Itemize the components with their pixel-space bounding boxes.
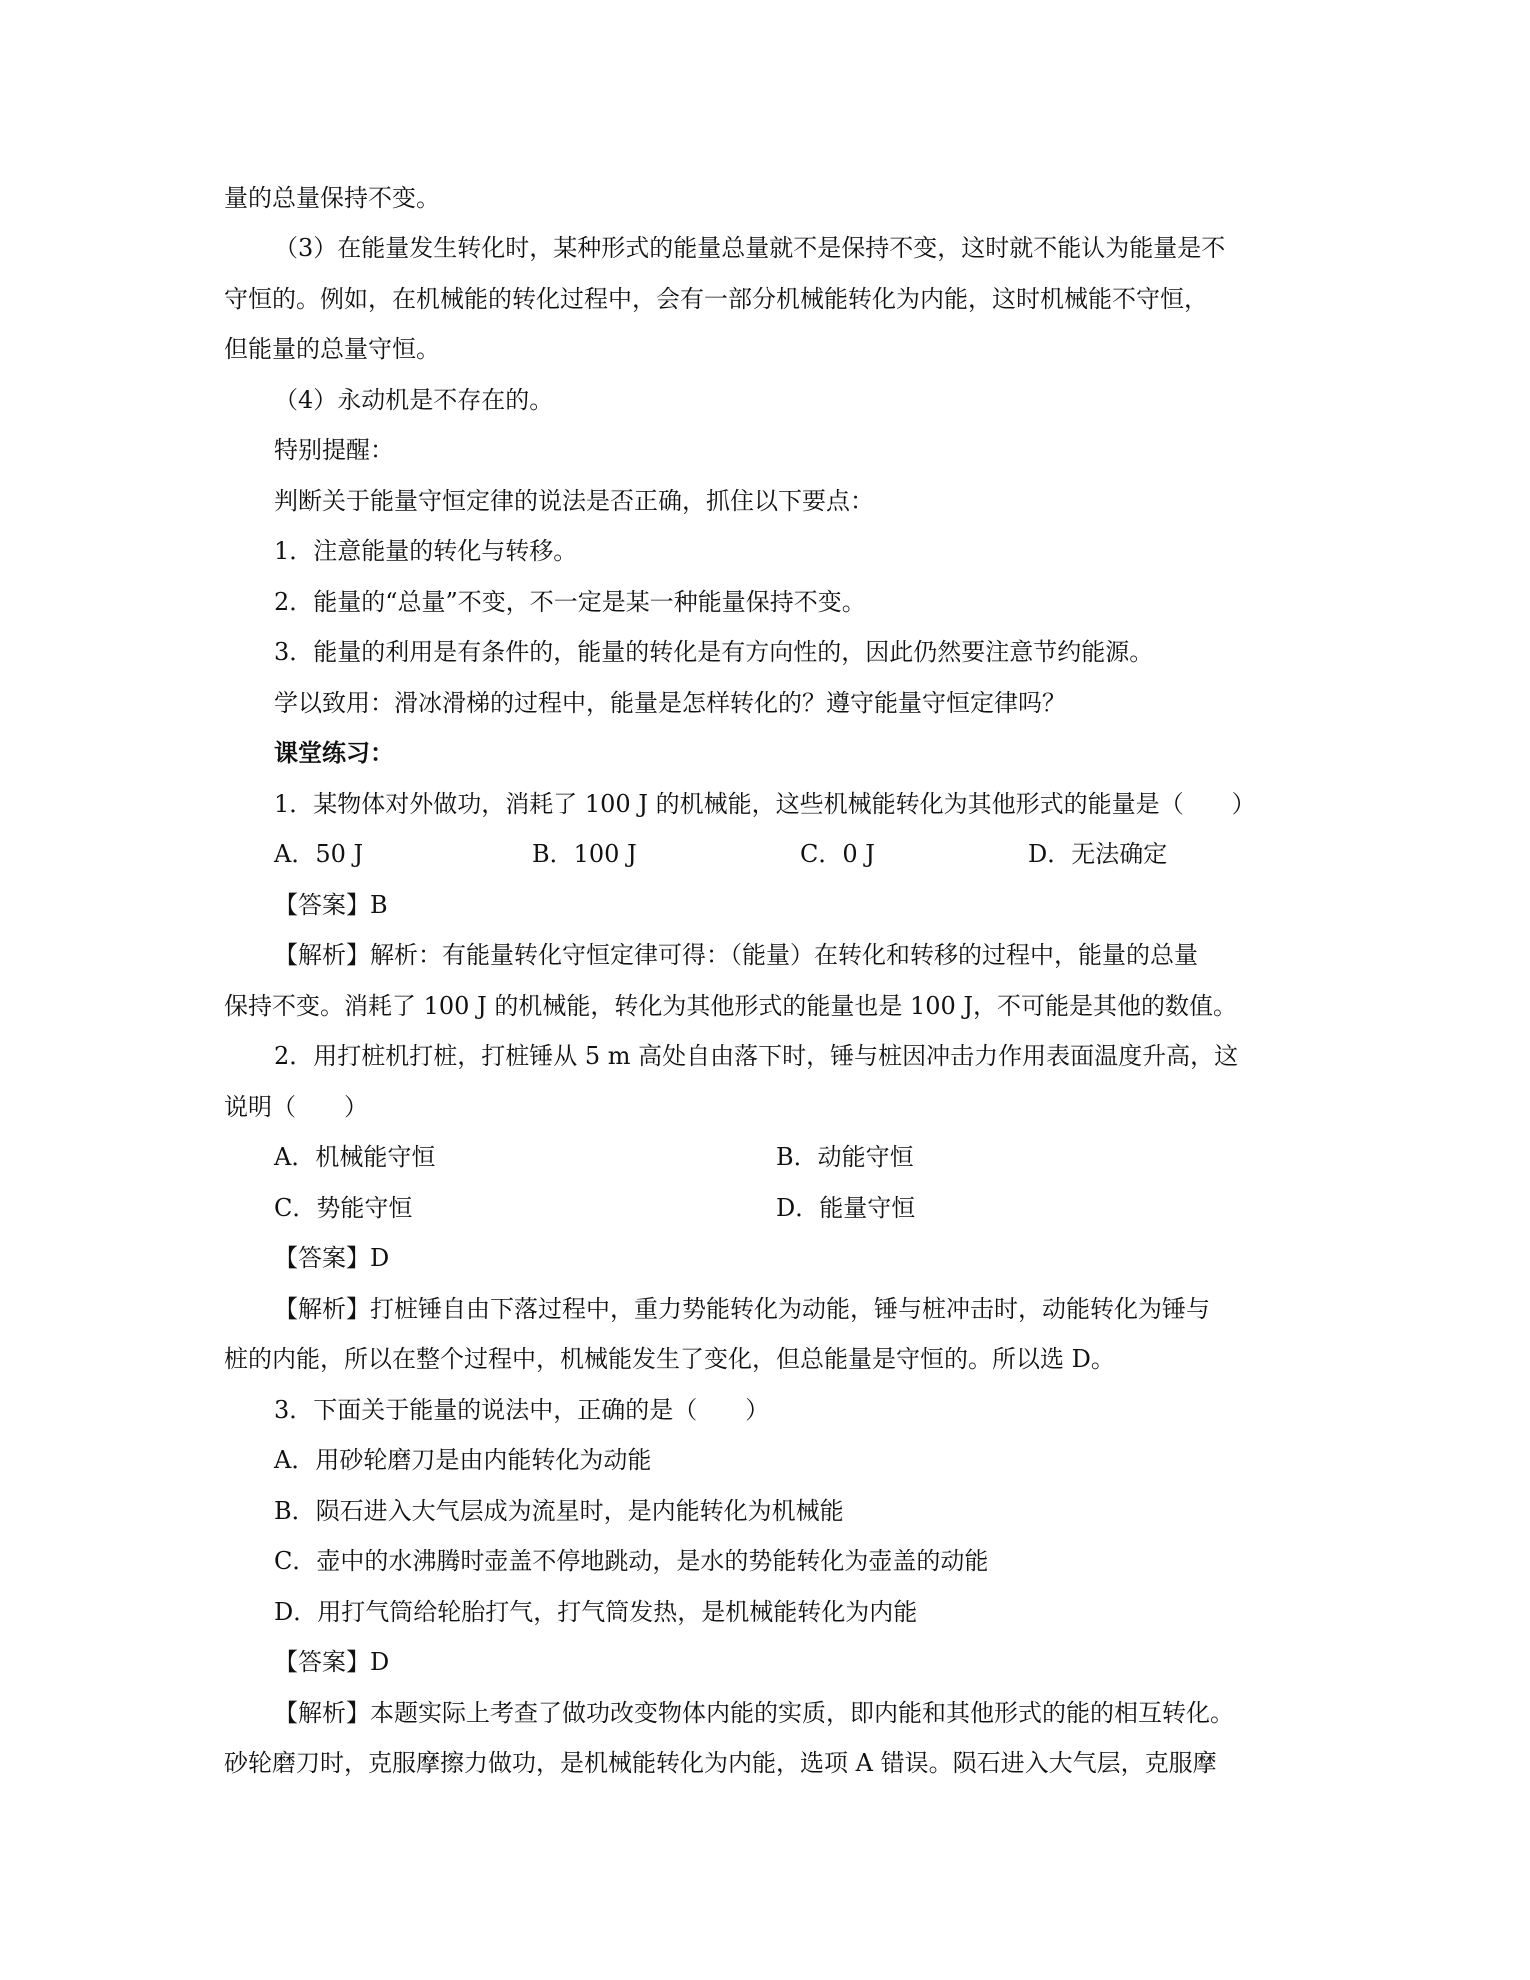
q2-option-a: A．机械能守恒 — [274, 1143, 436, 1171]
point-3-line-3: 但能量的总量守恒。 — [224, 335, 440, 363]
q1-answer: 【答案】B — [274, 891, 388, 919]
q1-analysis-line-1: 【解析】解析：有能量转化守恒定律可得：（能量）在转化和转移的过程中，能量的总量 — [274, 941, 1198, 969]
q1-option-b: B．100 J — [532, 840, 637, 868]
question-3-stem: 3．下面关于能量的说法中，正确的是（ ） — [274, 1396, 770, 1424]
q2-option-b: B．动能守恒 — [776, 1143, 914, 1171]
intro-line-1: 量的总量保持不变。 — [224, 184, 440, 212]
point-4: （4）永动机是不存在的。 — [274, 386, 554, 414]
q1-option-c: C．0 J — [800, 840, 875, 868]
exercise-heading: 课堂练习： — [274, 739, 394, 767]
q1-option-d: D．无法确定 — [1028, 840, 1168, 868]
question-2-stem-line-2: 说明（ ） — [224, 1093, 368, 1121]
q3-analysis-line-2: 砂轮磨刀时，克服摩擦力做功，是机械能转化为内能，选项 A 错误。陨石进入大气层，克服摩 — [224, 1749, 1217, 1777]
q3-option-a: A．用砂轮磨刀是由内能转化为动能 — [274, 1446, 652, 1474]
q2-analysis-line-1: 【解析】打桩锤自由下落过程中，重力势能转化为动能，锤与桩冲击时，动能转化为锤与 — [274, 1295, 1210, 1323]
reminder-title: 特别提醒： — [274, 436, 394, 464]
point-3-line-1: （3）在能量发生转化时，某种形式的能量总量就不是保持不变，这时就不能认为能量是不 — [274, 234, 1226, 262]
q3-option-d: D．用打气筒给轮胎打气，打气筒发热，是机械能转化为内能 — [274, 1598, 918, 1626]
q2-analysis-line-2: 桩的内能，所以在整个过程中，机械能发生了变化，但总能量是守恒的。所以选 D。 — [224, 1345, 1115, 1373]
reminder-item: 3．能量的利用是有条件的，能量的转化是有方向性的，因此仍然要注意节约能源。 — [274, 638, 1154, 666]
reminder-item: 2．能量的“总量”不变，不一定是某一种能量保持不变。 — [274, 588, 866, 616]
q3-option-c: C．壶中的水沸腾时壶盖不停地跳动，是水的势能转化为壶盖的动能 — [274, 1547, 989, 1575]
reminder-item: 1．注意能量的转化与转移。 — [274, 537, 578, 565]
q3-answer: 【答案】D — [274, 1648, 390, 1676]
apply-question: 学以致用：滑冰滑梯的过程中，能量是怎样转化的？遵守能量守恒定律吗？ — [274, 689, 1066, 717]
question-2-stem-line-1: 2．用打桩机打桩，打桩锤从 5 m 高处自由落下时，锤与桩因冲击力作用表面温度升高，这 — [274, 1042, 1239, 1070]
q2-answer: 【答案】D — [274, 1244, 390, 1272]
reminder-lead: 判断关于能量守恒定律的说法是否正确，抓住以下要点： — [274, 487, 874, 515]
question-1-stem: 1．某物体对外做功，消耗了 100 J 的机械能，这些机械能转化为其他形式的能量是（ ） — [274, 790, 1256, 818]
point-3-line-2: 守恒的。例如，在机械能的转化过程中，会有一部分机械能转化为内能，这时机械能不守恒， — [224, 285, 1208, 313]
q2-option-c: C．势能守恒 — [274, 1194, 413, 1222]
q1-analysis-line-2: 保持不变。消耗了 100 J 的机械能，转化为其他形式的能量也是 100 J，不可能是其他的数值。 — [224, 992, 1238, 1020]
q3-option-b: B．陨石进入大气层成为流星时，是内能转化为机械能 — [274, 1497, 844, 1525]
q2-option-d: D．能量守恒 — [776, 1194, 916, 1222]
q1-option-a: A．50 J — [274, 840, 364, 868]
q3-analysis-line-1: 【解析】本题实际上考查了做功改变物体内能的实质，即内能和其他形式的能的相互转化。 — [274, 1699, 1234, 1727]
